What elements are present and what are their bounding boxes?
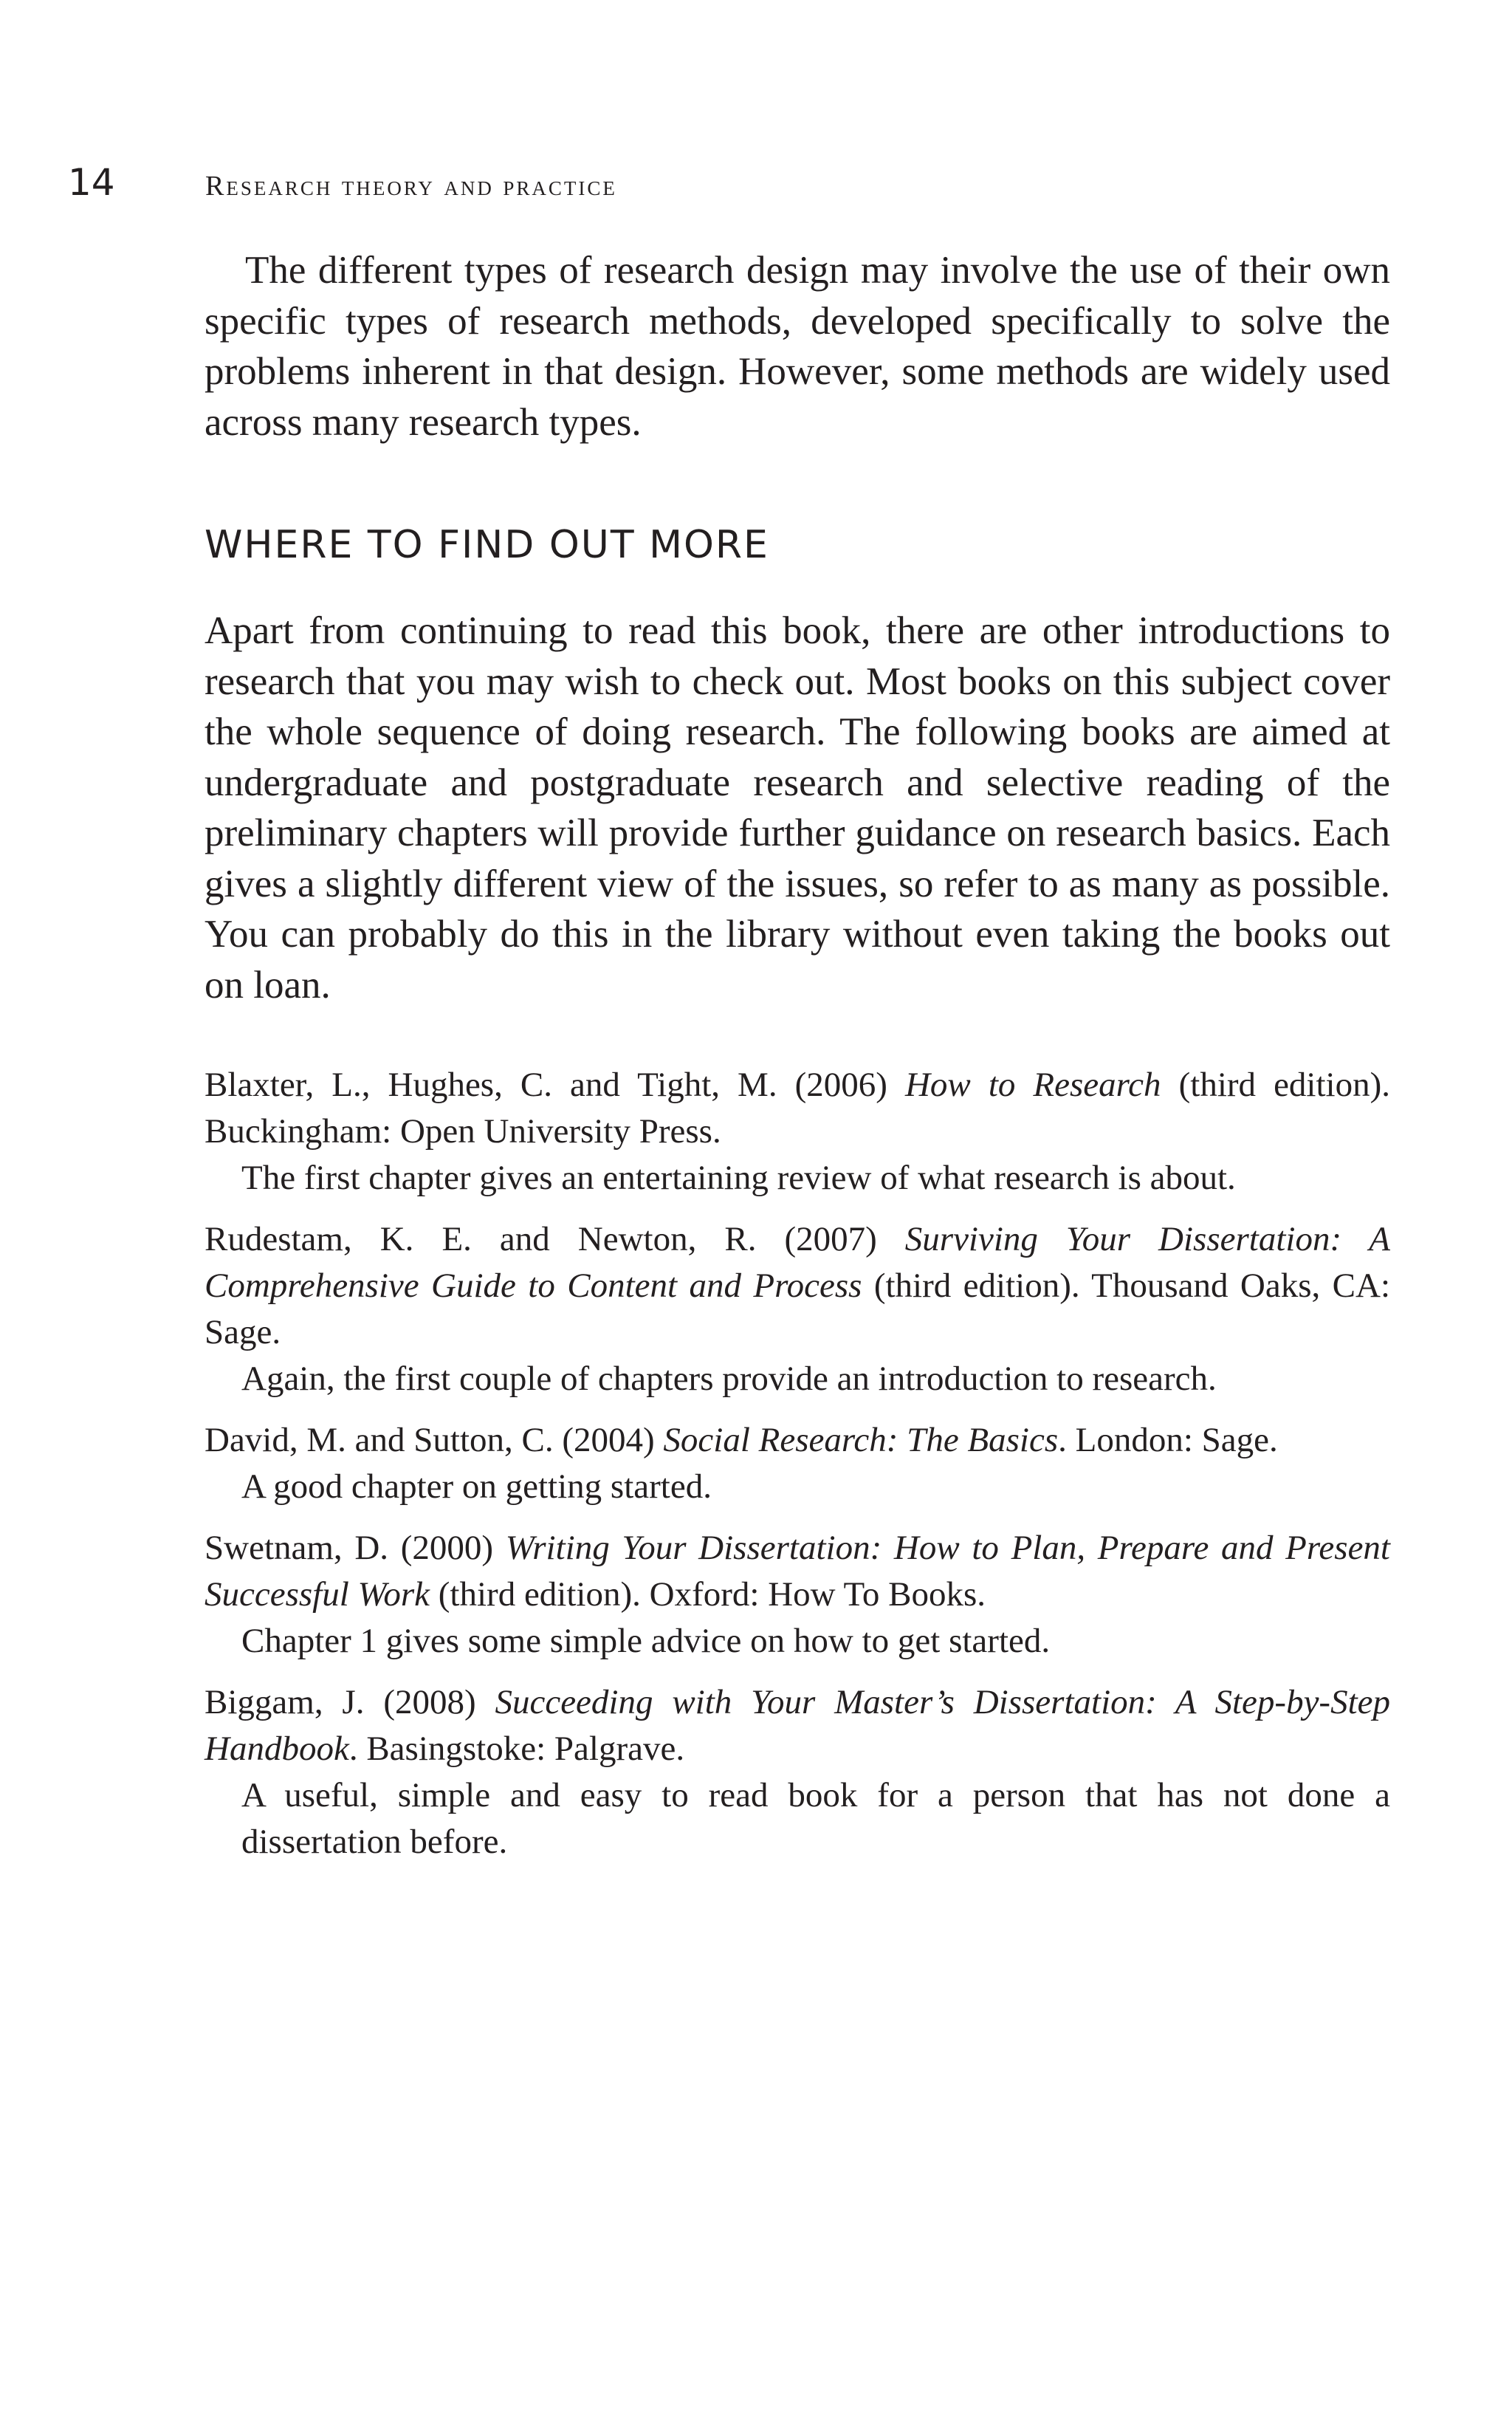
reference-note: The first chapter gives an entertaining review of what research is about. — [241, 1159, 1236, 1197]
reference-authors: Blaxter, L., Hughes, C. and Tight, M. (2006) — [205, 1066, 905, 1104]
reference-authors: Swetnam, D. (2000) — [205, 1529, 506, 1567]
reference-publisher: . London: Sage. — [1058, 1421, 1278, 1459]
reference-entry — [205, 1525, 1390, 1665]
reference-title: Succeeding with Your Master’s Dissertation: A Step-by-Step Handbook — [205, 1683, 1390, 1768]
running-title: Research theory and practice — [205, 171, 617, 202]
reference-publisher: (third edition). Buckingham: Open University Press. — [205, 1066, 1391, 1151]
reference-title: Writing Your Dissertation: How to Plan, Prepare and Present Successful Work — [205, 1529, 1390, 1614]
page-number: 14 — [68, 161, 115, 204]
reference-note: Again, the first couple of chapters provide an introduction to research. — [241, 1360, 1217, 1398]
reference-title: How to Research — [904, 1066, 1161, 1104]
reference-citation — [205, 1216, 1390, 1356]
reference-entry — [205, 1062, 1390, 1202]
reference-list — [205, 1062, 1390, 1865]
intro-paragraph: The different types of research design may involve the use of their own specific types of research methods, developed specifically to solve the problems inherent in that design. However, some methods are widely used across many research types. — [205, 249, 1390, 444]
reference-citation — [205, 1062, 1390, 1155]
reference-note: Chapter 1 gives some simple advice on how to get started. — [241, 1622, 1051, 1660]
section-heading: WHERE TO FIND OUT MORE — [205, 523, 769, 567]
reference-publisher: (third edition). Oxford: How To Books. — [430, 1575, 986, 1614]
reference-note: A good chapter on getting started. — [241, 1467, 712, 1506]
reference-publisher: . Basingstoke: Palgrave. — [348, 1730, 685, 1768]
reference-title: Social Research: The Basics — [663, 1421, 1059, 1459]
reference-citation — [205, 1525, 1390, 1618]
reference-note: A useful, simple and easy to read book for a person that has not done a dissertation before. — [241, 1776, 1390, 1861]
reference-authors: Rudestam, K. E. and Newton, R. (2007) — [205, 1220, 905, 1258]
reference-citation — [205, 1679, 1390, 1772]
reference-citation — [205, 1417, 1390, 1464]
running-head — [68, 161, 617, 205]
reference-entry — [205, 1417, 1390, 1510]
reference-authors: David, M. and Sutton, C. (2004) — [205, 1421, 664, 1459]
reference-entry — [205, 1216, 1390, 1402]
reference-entry — [205, 1679, 1390, 1865]
reference-authors: Biggam, J. (2008) — [205, 1683, 495, 1721]
reference-title: Surviving Your Dissertation: A Comprehensive Guide to Content and Process — [205, 1220, 1390, 1305]
page-content — [205, 245, 1390, 1880]
reference-publisher: (third edition). Thousand Oaks, CA: Sage. — [205, 1266, 1390, 1351]
section-paragraph: Apart from continuing to read this book, there are other introductions to research that you may wish to check out. Most books on this subject cover the whole sequence of doing research. The following books are aimed at undergraduate and postgraduate research and selective reading of the preliminary chapters will provide further guidance on research basics. Each gives a slightly different view of the issues, so refer to as many as possible. You can probably do this in the library without even taking the books out on loan. — [205, 609, 1390, 1007]
